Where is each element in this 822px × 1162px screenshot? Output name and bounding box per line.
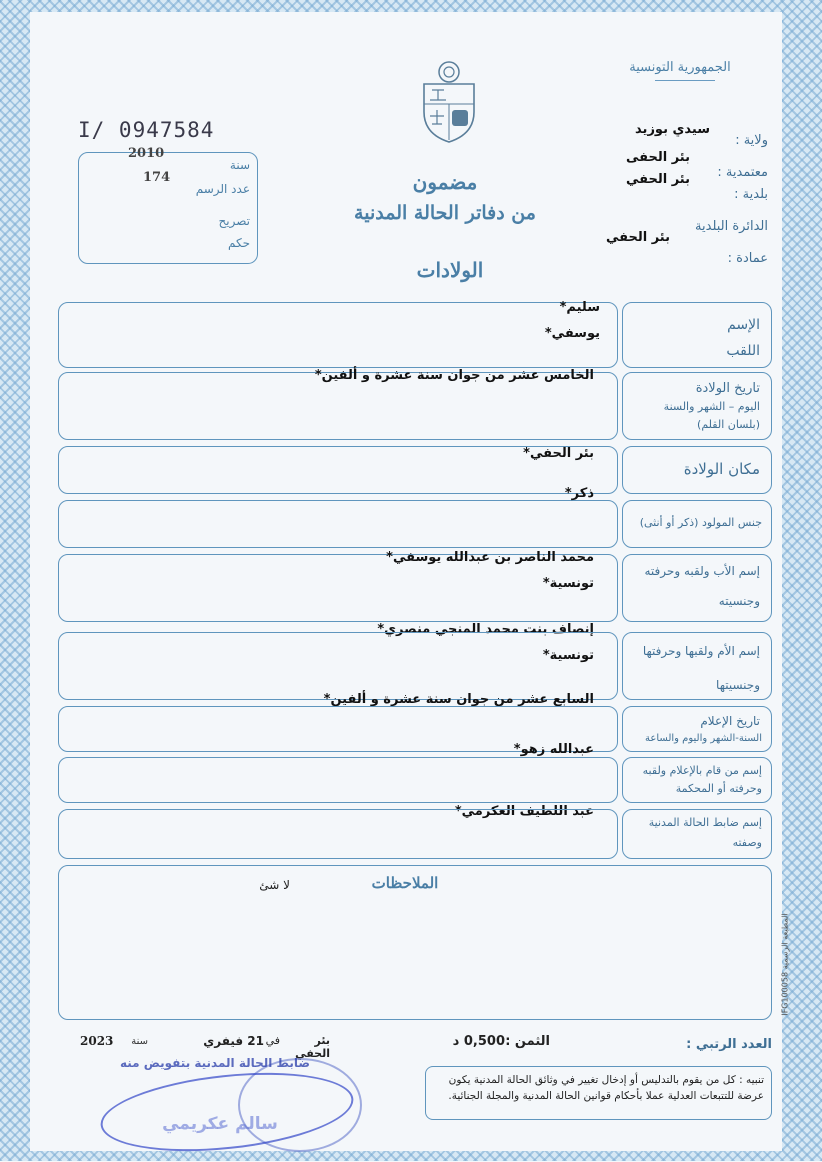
officer-delegation-stamp: ضابط الحالة المدنية بتفويض منه xyxy=(119,1056,311,1070)
omada-label: عمادة : xyxy=(727,251,768,266)
issue-place: بئر الحفي xyxy=(295,1034,330,1060)
declaration-date-value: السابع عشر من جوان سنة عشرة و ألفين* xyxy=(323,692,594,707)
mother-label: إسم الأم ولقبها وحرفتها xyxy=(642,644,760,658)
republic-underline xyxy=(655,80,715,81)
issue-year-value: 2023 xyxy=(80,1034,114,1048)
officer-value: عبد اللطيف العكرمي* xyxy=(454,804,594,819)
first-name-value: سليم* xyxy=(559,300,600,315)
father-nationality-value: تونسية* xyxy=(542,576,594,591)
mother-label-nationality: وجنسيتها xyxy=(716,678,760,692)
birth-date-value: الخامس عشر من جوان سنة عشرة و ألفين* xyxy=(314,368,594,383)
document-title: مضمون xyxy=(412,170,478,194)
warning-text: تنبيه : كل من يقوم بالتدليس أو إدخال تغيير في وثائق الحالة المدنية يكون عرضة للتتبعات العدلية عملا بأحكام قوانين الحالة المدنية والمجلة الجنائية. xyxy=(448,1074,764,1102)
registry-year-label: سنة xyxy=(229,158,250,172)
declarant-label-2: وحرفته أو المحكمة xyxy=(675,782,762,795)
declarant-value-box xyxy=(58,757,618,803)
printer-note: المطبعة الرسمية IFG100058 xyxy=(780,913,790,1016)
sex-label: جنس المولود (ذكر أو أنثى) xyxy=(639,516,762,529)
birth-place-label: مكان الولادة xyxy=(683,460,760,478)
document-subtitle: من دفاتر الحالة المدنية xyxy=(354,202,536,224)
serial-number-label: العدد الرتبي : xyxy=(686,1037,772,1052)
registry-year-value: 2010 xyxy=(128,146,165,161)
republic-label: الجمهورية التونسية xyxy=(629,60,731,75)
issue-year-label: سنة xyxy=(131,1036,148,1047)
mother-name-value: إنصاف بنت محمد المنجي منصري* xyxy=(377,622,594,637)
serial-number: I/ 0947584 xyxy=(78,118,215,142)
sex-value: ذكر* xyxy=(564,486,594,501)
declarant-value: عبدالله زهو* xyxy=(513,742,594,757)
issue-date: 21 فيفري xyxy=(203,1034,264,1048)
officer-value-box xyxy=(58,809,618,859)
birth-place-value: بئر الحفي* xyxy=(523,446,594,461)
declaration-label: تصريح xyxy=(218,214,250,228)
delegation-value: بئر الحفى xyxy=(625,150,690,165)
judgment-label: حكم xyxy=(227,236,250,250)
birth-date-note: (بلسان القلم) xyxy=(697,418,760,431)
decorative-border-bottom xyxy=(0,1151,822,1161)
registry-number-label: عدد الرسم xyxy=(195,182,250,196)
father-label: إسم الأب ولقبه وحرفته xyxy=(644,564,760,578)
governorate-value: سيدي بوزيد xyxy=(635,122,710,137)
decorative-border-top xyxy=(0,0,822,12)
price-value: 0,500 د xyxy=(452,1034,505,1049)
mother-nationality-value: تونسية* xyxy=(542,648,594,663)
price-label: الثمن : xyxy=(505,1034,550,1049)
surname-value: يوسفي* xyxy=(544,326,600,341)
governorate-label: ولاية : xyxy=(735,133,768,148)
surname-label: اللقب xyxy=(726,343,760,359)
section-title-births: الولادات xyxy=(416,258,484,282)
father-label-nationality: وجنسيته xyxy=(718,594,760,608)
officer-label-2: وصفته xyxy=(732,836,762,849)
signature-name-stamp: سالم عكريمي xyxy=(162,1114,278,1134)
birth-date-label: تاريخ الولادة xyxy=(695,381,760,396)
registry-number-value: 174 xyxy=(143,170,171,185)
municipality-label: بلدية : xyxy=(734,187,768,202)
declarant-label: إسم من قام بالإعلام ولقبه xyxy=(642,764,762,777)
issue-on-label: في xyxy=(265,1034,280,1047)
birth-date-sublabel: اليوم – الشهر والسنة xyxy=(663,400,760,413)
first-name-label: الإسم xyxy=(727,317,760,333)
municipality-value: بئر الحفي xyxy=(625,172,690,187)
father-name-value: محمد الناصر بن عبدالله يوسفي* xyxy=(386,550,594,565)
municipal-district-label: الدائرة البلدية xyxy=(695,219,768,234)
delegation-label: معتمدية : xyxy=(717,165,768,180)
sex-value-box xyxy=(58,500,618,548)
officer-label: إسم ضابط الحالة المدنية xyxy=(648,816,762,829)
declaration-date-sublabel: السنة-الشهر واليوم والساعة xyxy=(645,733,762,744)
remarks-value: لا شئ xyxy=(259,878,290,892)
municipal-district-value: بئر الحفي xyxy=(605,230,670,245)
coat-of-arms-icon xyxy=(418,60,480,144)
declaration-date-label: تاريخ الإعلام xyxy=(700,714,760,728)
remarks-title: الملاحظات xyxy=(371,874,439,892)
decorative-border-left xyxy=(0,0,30,1161)
mother-value-box xyxy=(58,632,618,700)
